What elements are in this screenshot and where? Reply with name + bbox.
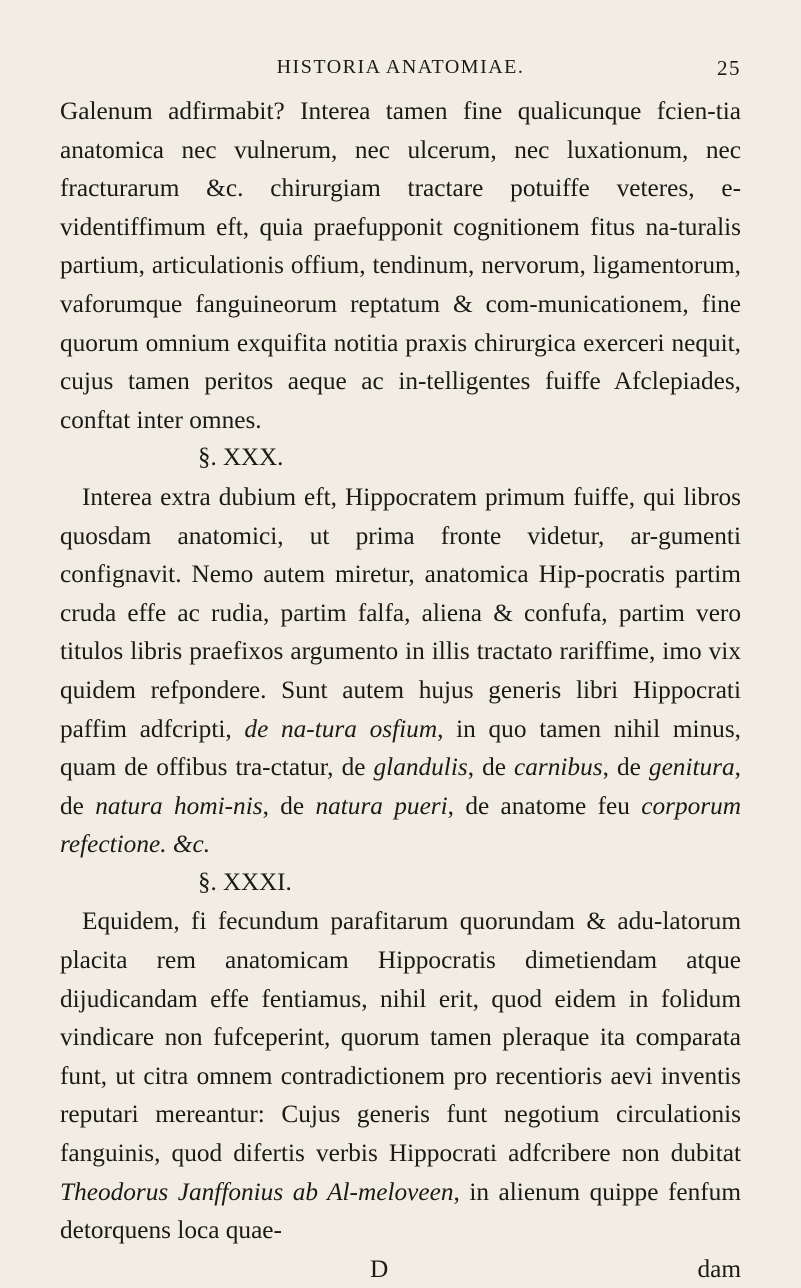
signature-mark: D [370, 1254, 389, 1283]
page-number: 25 [717, 56, 741, 80]
title-carnibus: carnibus [514, 753, 603, 782]
paragraph-2 [60, 478, 741, 864]
title-natura-pueri: natura pueri [315, 791, 448, 820]
paragraph-2-text-4: , de [602, 753, 649, 782]
paragraph-1: Galenum adfirmabit? Interea tamen fine qualicunque fcien-tia anatomica nec vulnerum, nec ulcerum, nec luxationum, nec fracturarum &c. chirurgiam tractare potuiffe veteres, e-videntiffimum eft, quia praefupponit cognitionem fitus na-turalis partium, articulationis offium, tendinum, nervorum, ligamentorum, vaforumque fanguineorum reptatum & com-municationem, fine quorum omnium exquifita notitia praxis chirurgica exerceri nequit, cujus tamen peritos aeque ac in-telligentes fuiffe Afclepiades, conftat inter omnes. [60, 97, 741, 434]
paragraph-2-text-2: , in quo tamen nihil minus, quam de offibus tra-ctatur, de [60, 714, 741, 782]
paragraph-2-text-7: , de anatome feu [447, 791, 642, 820]
title-de-natura-ossium: de na-tura osfium [244, 714, 438, 743]
page-footer [60, 1250, 741, 1288]
author-name-almeloveen: Theodorus Janffonius ab Al-meloveen [60, 1177, 454, 1206]
title-glandulis: glandulis [373, 753, 468, 782]
running-title: HISTORIA ANATOMIAE. [276, 56, 525, 78]
paragraph-2-text-1: Interea extra dubium eft, Hippocratem primum fuiffe, qui libros quosdam anatomici, ut prima fronte videtur, ar-gumenti confignavit. Nemo autem miretur, anatomica Hip-pocratis partim cruda effe ac rudia, partim falfa, aliena & confufa, partim vero titulos libris praefixos argumento in illis tractato rariffime, imo vix quidem refpondere. Sunt autem hujus generis libri Hippocrati paffim adfcripti, [60, 482, 741, 743]
section-heading-xxx: §. XXX. [198, 444, 284, 472]
title-corporum-refectione: corporum refectione. &c. [60, 791, 741, 859]
paragraph-3 [60, 902, 741, 1249]
catchword: dam [697, 1254, 741, 1283]
paragraph-3-text-2: , in alienum quippe fenfum detorquens loca quae- [60, 1177, 741, 1245]
paragraph-3-text-1: Equidem, fi fecundum parafitarum quorundam & adu-latorum placita rem anatomicam Hippocratis dimetiendam atque dijudicandam effe fentiamus, nihil erit, quod eidem in folidum vindicare non fufceperint, quorum tamen pleraque ita comparata funt, ut citra omnem contradictionem pro recentioris aevi inventis reputari mereantur: Cujus generis funt negotium circulationis fanguinis, quod difertis verbis Hippocrati adfcribere non dubitat [60, 907, 741, 1168]
body-text [60, 92, 741, 1288]
section-heading-xxxi: §. XXXI. [198, 868, 292, 896]
title-natura-hominis: natura homi-nis [95, 791, 263, 820]
paragraph-2-text-5: , de [60, 753, 741, 820]
page-header [60, 56, 741, 92]
title-genitura: genitura [648, 753, 735, 782]
paragraph-2-text-6: , de [262, 791, 316, 820]
paragraph-2-text-3: , de [467, 753, 515, 782]
